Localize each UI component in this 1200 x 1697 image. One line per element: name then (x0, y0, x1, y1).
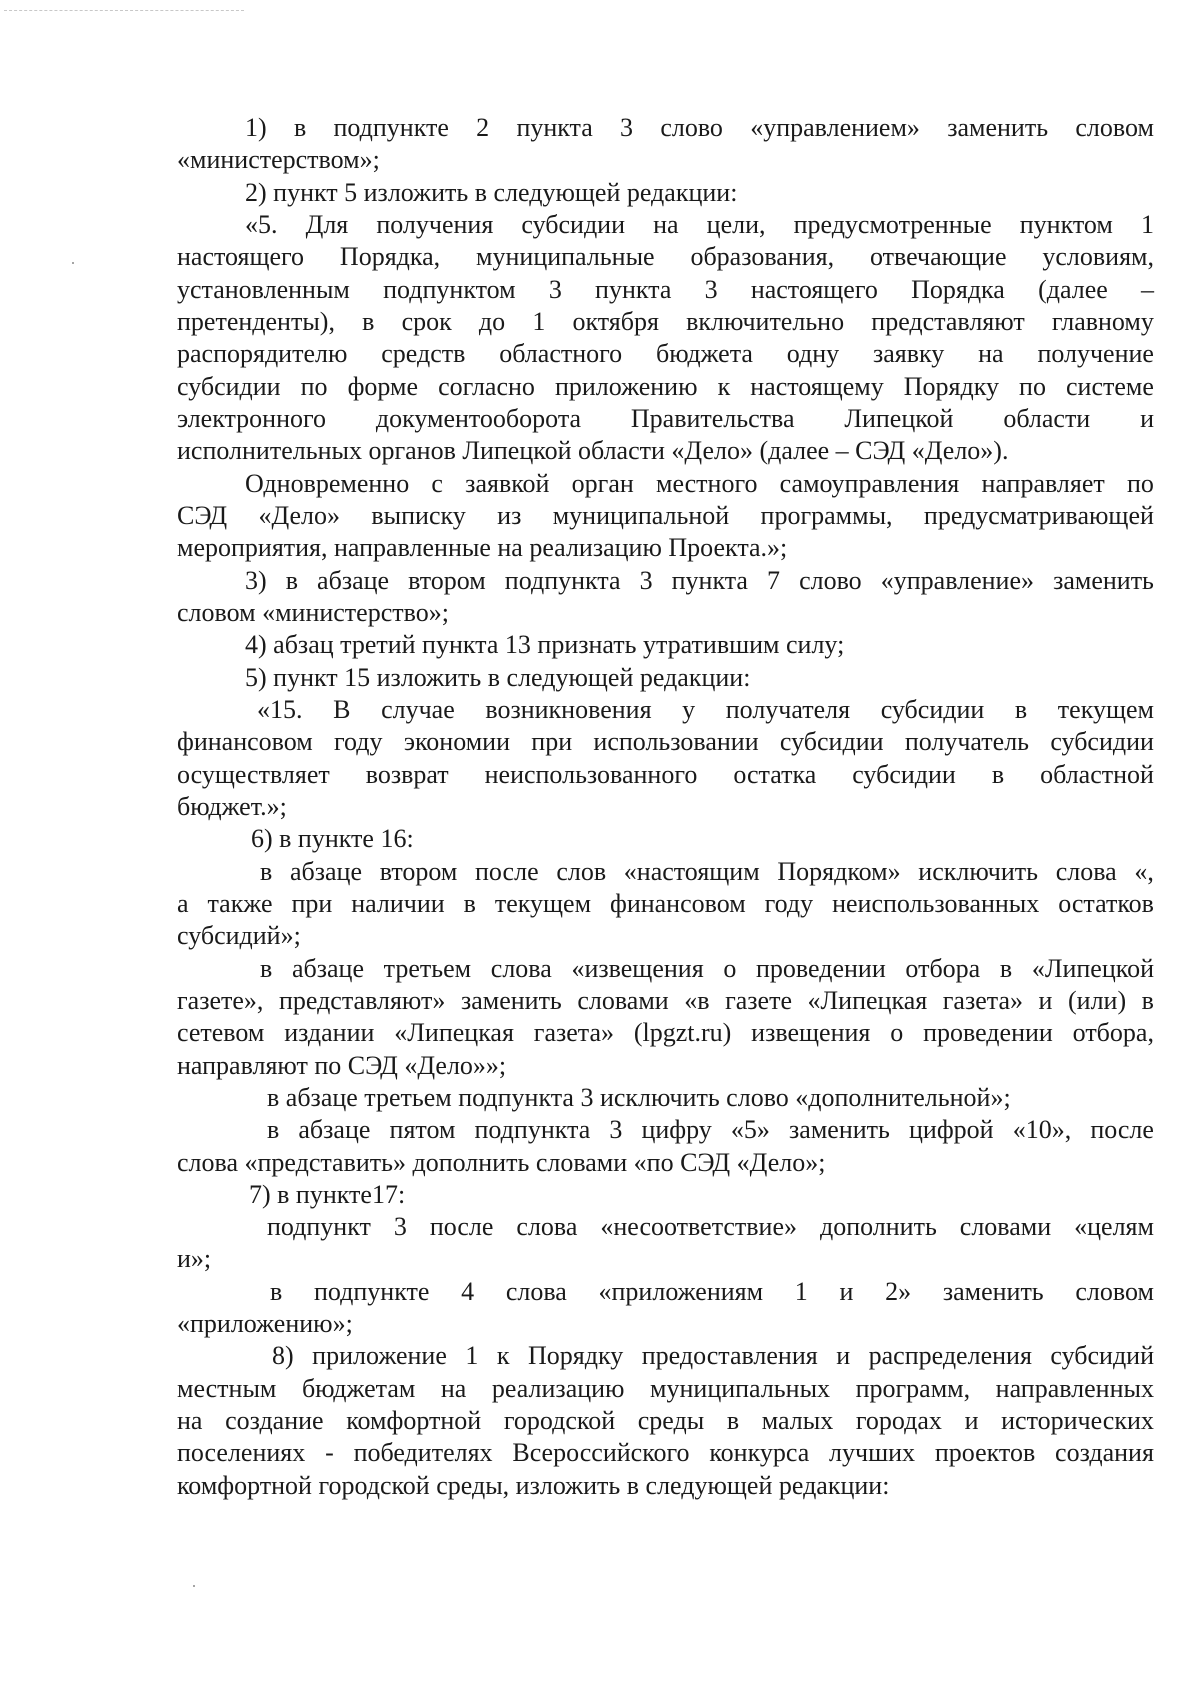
text-line: комфортной городской среды, изложить в следующей редакции: (177, 1470, 890, 1500)
text-line: в подпункте 4 слова «приложениям 1 и 2» заменить словом (270, 1276, 1154, 1306)
document-body (177, 112, 1154, 1502)
text-line: установленным подпунктом 3 пункта 3 настоящего Порядка (далее – (177, 274, 1154, 304)
text-line: поселениях - победителях Всероссийского конкурса лучших проектов создания (177, 1438, 1154, 1468)
text-line: подпункт 3 после слова «несоответствие» дополнить словами «целям (267, 1212, 1154, 1242)
text-line: «приложению»; (177, 1309, 353, 1339)
text-line: субсидии по форме согласно приложению к настоящему Порядку по системе (177, 371, 1154, 401)
text-line: газете», представляют» заменить словами «в газете «Липецкая газета» и (или) в (177, 985, 1154, 1015)
text-line: в абзаце пятом подпункта 3 цифру «5» заменить цифрой «10», после (267, 1115, 1154, 1145)
scan-edge-mark (4, 10, 244, 11)
text-line: а также при наличии в текущем финансовом году неиспользованных остатков (177, 888, 1154, 918)
text-line: электронного документооборота Правительства Липецкой области и (177, 403, 1154, 433)
text-line: 2) пункт 5 изложить в следующей редакции: (245, 177, 738, 207)
text-line: субсидий»; (177, 921, 301, 951)
text-line: в абзаце третьем слова «извещения о проведении отбора в «Липецкой (260, 953, 1154, 983)
scan-speck (193, 1585, 195, 1587)
text-line: осуществляет возврат неиспользованного остатка субсидии в областной (177, 759, 1154, 789)
scan-speck (72, 262, 74, 264)
text-line: распорядителю средств областного бюджета одну заявку на получение (177, 339, 1154, 369)
text-line: мероприятия, направленные на реализацию Проекта.»; (177, 533, 788, 563)
text-line: исполнительных органов Липецкой области «Дело» (далее – СЭД «Дело»). (177, 436, 1009, 466)
text-line: 4) абзац третий пункта 13 признать утратившим силу; (245, 630, 845, 660)
text-line: направляют по СЭД «Дело»»; (177, 1050, 507, 1080)
text-line: финансовом году экономии при использовании субсидии получатель субсидии (177, 727, 1154, 757)
text-line: «5. Для получения субсидии на цели, предусмотренные пунктом 1 (245, 209, 1154, 239)
text-line: слова «представить» дополнить словами «по СЭД «Дело»; (177, 1147, 826, 1177)
text-line: в абзаце третьем подпункта 3 исключить слово «дополнительной»; (267, 1082, 1011, 1112)
text-line: в абзаце втором после слов «настоящим Порядком» исключить слова «, (260, 856, 1154, 886)
text-line: местным бюджетам на реализацию муниципальных программ, направленных (177, 1373, 1154, 1403)
text-line: на создание комфортной городской среды в малых городах и исторических (177, 1406, 1154, 1436)
text-line: Одновременно с заявкой орган местного самоуправления направляет по (245, 468, 1154, 498)
text-line: настоящего Порядка, муниципальные образования, отвечающие условиям, (177, 242, 1154, 272)
text-line: 8) приложение 1 к Порядку предоставления и распределения субсидий (272, 1341, 1154, 1371)
text-line: 6) в пункте 16: (251, 824, 414, 854)
text-line: словом «министерство»; (177, 597, 449, 627)
text-line: 7) в пункте17: (249, 1179, 406, 1209)
text-line: и»; (177, 1244, 212, 1274)
text-line: «министерством»; (177, 145, 380, 175)
text-line: «15. В случае возникновения у получателя субсидии в текущем (257, 694, 1154, 724)
text-line: 5) пункт 15 изложить в следующей редакции: (245, 662, 751, 692)
text-line: сетевом издании «Липецкая газета» (lpgzt.ru) извещения о проведении отбора, (177, 1018, 1154, 1048)
text-line: 1) в подпункте 2 пункта 3 слово «управлением» заменить словом (245, 113, 1154, 142)
text-line: СЭД «Дело» выписку из муниципальной программы, предусматривающей (177, 500, 1154, 530)
text-line: бюджет.»; (177, 791, 287, 821)
text-line: претенденты), в срок до 1 октября включительно представляют главному (177, 306, 1154, 336)
text-line: 3) в абзаце втором подпункта 3 пункта 7 слово «управление» заменить (245, 565, 1154, 595)
